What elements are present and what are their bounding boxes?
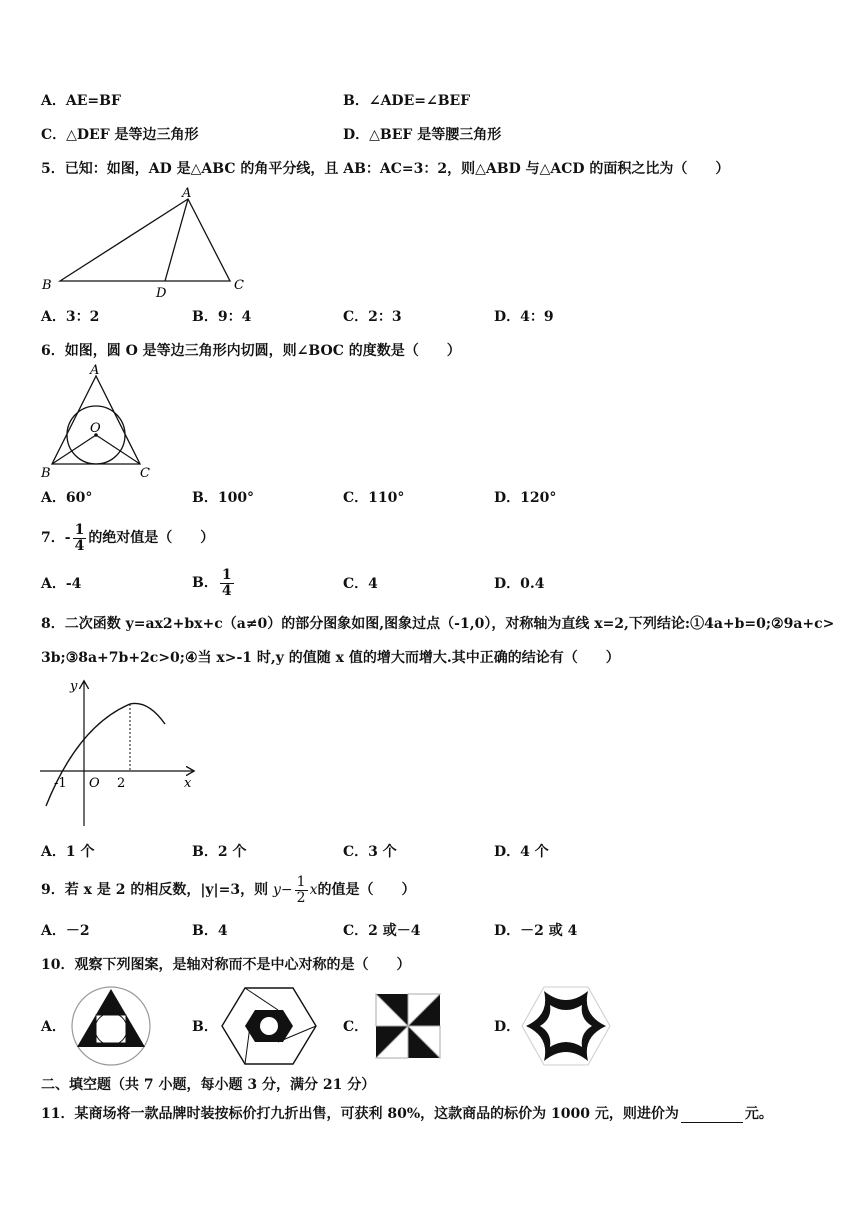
q6-label-b: B	[41, 466, 51, 481]
q5-option-c: C．2：3	[343, 309, 402, 325]
q11-stem	[41, 1105, 773, 1123]
q6-option-d: D．120°	[494, 490, 557, 506]
q5-label-a: A	[182, 186, 192, 201]
q7-option-b-denominator: 4	[221, 582, 232, 599]
q9-stem-suffix: 的值是（ ）	[317, 882, 416, 898]
q5-option-b: B．9：4	[192, 309, 252, 325]
q8-parabola-graph	[38, 676, 198, 831]
q10-stem: 10．观察下列图案，是轴对称而不是中心对称的是（ ）	[41, 957, 411, 973]
q11-stem-text: 11．某商场将一款品牌时装按标价打九折出售，可获利 80%，这款商品的标价为 1000 元，则进价为	[41, 1106, 679, 1122]
q5-label-d: D	[156, 286, 167, 300]
q4-option-d: D．△BEF 是等腰三角形	[343, 127, 502, 143]
q6-label-a: A	[90, 364, 100, 378]
q9-option-a: A．－2	[41, 923, 90, 939]
q9-stem	[41, 873, 415, 907]
q11-answer-blank[interactable]	[681, 1108, 743, 1123]
q7-stem-prefix: 7．-	[41, 530, 71, 546]
q8-y-axis-label: y	[70, 679, 78, 694]
q7-frac-numerator: 1	[74, 521, 85, 538]
q7-frac-denominator: 4	[74, 537, 85, 554]
q8-option-a: A．1 个	[41, 844, 95, 860]
q7-fraction	[73, 523, 87, 554]
q9-option-c: C．2 或－4	[343, 923, 421, 939]
q10-option-c-label: C．	[343, 1019, 369, 1035]
q7-stem-suffix: 的绝对值是（ ）	[88, 530, 215, 546]
q8-tick-2: 2	[117, 776, 126, 791]
q9-option-d: D．－2 或 4	[494, 923, 578, 939]
q7-option-d: D．0.4	[494, 576, 545, 592]
q7-option-a: A．-4	[41, 576, 82, 592]
q10-option-b-label: B．	[192, 1019, 218, 1035]
q6-option-b: B．100°	[192, 490, 255, 506]
q5-option-d: D．4：9	[494, 309, 554, 325]
q8-tick-neg1: -1	[54, 776, 67, 791]
q6-label-c: C	[140, 466, 150, 481]
q7-stem	[41, 521, 214, 555]
q9-expr-y: y	[273, 882, 281, 898]
q9-stem-prefix: 9．若 x 是 2 的相反数，|y|=3，则	[41, 882, 269, 898]
q8-stem-line2: 3b;③8a+7b+2c>0;④当 x>-1 时,y 的值随 x 值的增大而增大.其中正确的结论有（ ）	[41, 650, 620, 666]
q7-option-c: C．4	[343, 576, 378, 592]
q10-option-a-label: A．	[41, 1019, 66, 1035]
q8-origin-label: O	[89, 776, 100, 791]
q8-x-axis-label: x	[184, 776, 192, 791]
q10-option-d-label: D．	[494, 1019, 521, 1035]
q7-option-b-fraction	[220, 568, 234, 599]
q9-frac-denominator: 2	[296, 889, 306, 906]
q6-option-c: C．110°	[343, 490, 405, 506]
q7-option-b	[192, 566, 236, 600]
q6-stem: 6．如图，圆 O 是等边三角形内切圆，则∠BOC 的度数是（ ）	[41, 343, 461, 359]
q7-option-b-prefix: B．	[192, 575, 218, 591]
q9-option-b: B．4	[192, 923, 228, 939]
q8-option-b: B．2 个	[192, 844, 247, 860]
q11-suffix: 元。	[744, 1106, 773, 1122]
q5-option-a: A．3：2	[41, 309, 100, 325]
q10-pattern-c	[372, 990, 444, 1062]
q9-frac-numerator: 1	[296, 873, 306, 890]
section2-title: 二、填空题（共 7 小题，每小题 3 分，满分 21 分）	[41, 1077, 376, 1093]
q6-option-a: A．60°	[41, 490, 93, 506]
q8-option-c: C．3 个	[343, 844, 397, 860]
q5-label-b: B	[42, 278, 52, 293]
q4-option-a: A．AE=BF	[41, 93, 121, 109]
q8-stem-line1: 8．二次函数 y=ax2+bx+c（a≠0）的部分图象如图,图象过点（-1,0），对称轴为直线 x=2,下列结论:①4a+b=0;②9a+c>	[41, 616, 835, 632]
q9-fraction	[295, 875, 308, 906]
q10-pattern-a	[70, 985, 152, 1067]
q5-stem: 5．已知：如图，AD 是△ABC 的角平分线，且 AB：AC=3：2，则△ABD 与△ACD 的面积之比为（ ）	[41, 161, 730, 177]
q6-incircle-figure	[40, 364, 160, 482]
q10-pattern-b	[220, 985, 318, 1067]
q9-expr-x: x	[309, 882, 318, 898]
q6-label-o: O	[90, 421, 101, 436]
q9-expr-minus: −	[280, 882, 293, 898]
q4-option-b: B．∠ADE=∠BEF	[343, 93, 471, 109]
q5-label-c: C	[234, 278, 244, 293]
q4-option-c: C．△DEF 是等边三角形	[41, 127, 199, 143]
q10-pattern-d	[520, 985, 612, 1067]
q7-option-b-numerator: 1	[221, 566, 232, 583]
q8-option-d: D．4 个	[494, 844, 549, 860]
q5-triangle-figure	[40, 185, 250, 300]
